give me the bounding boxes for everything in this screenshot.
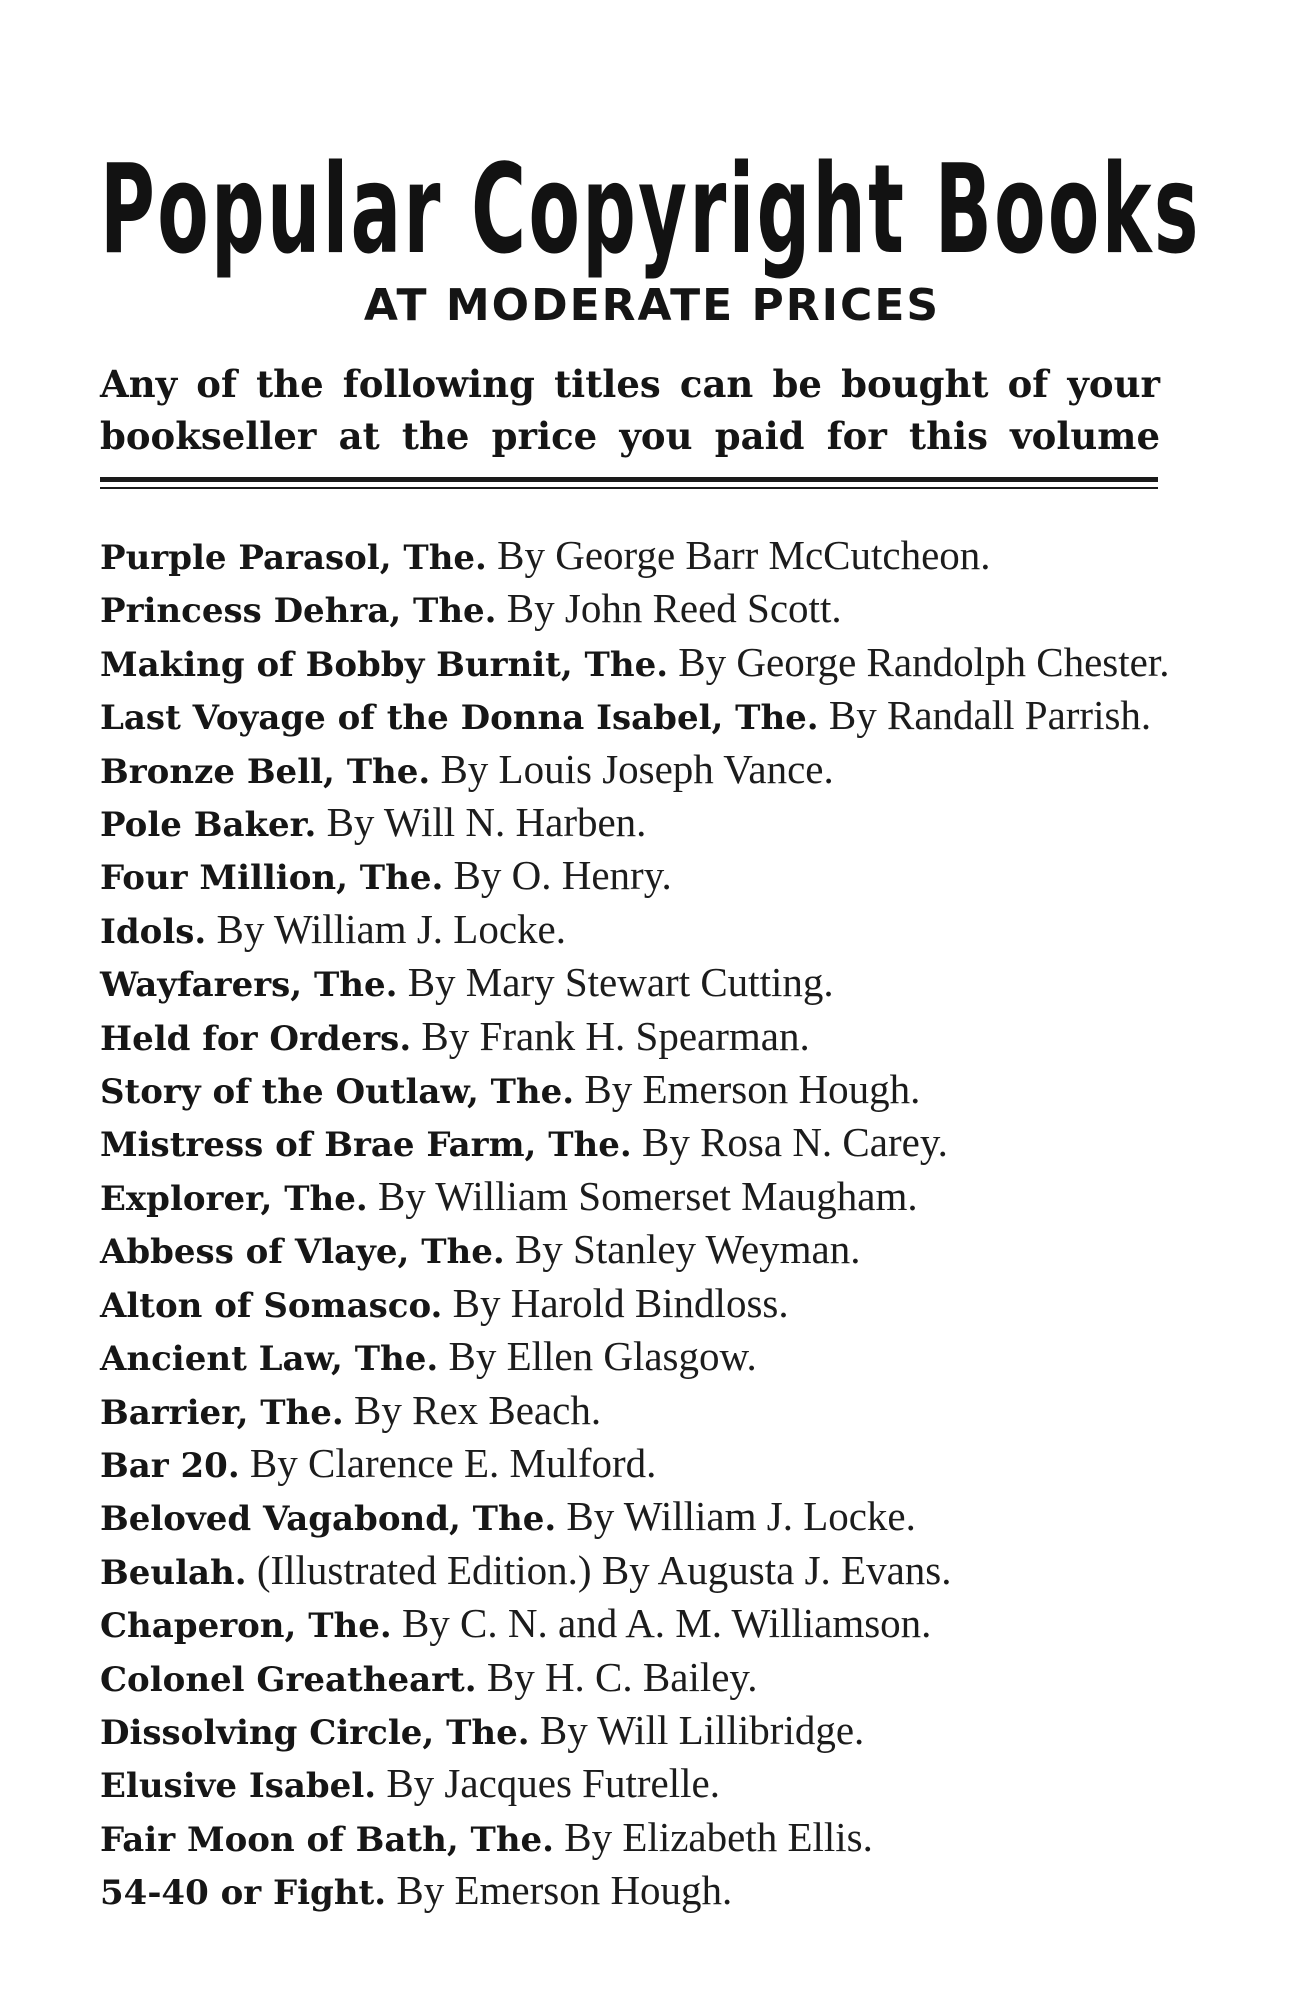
book-entry	[100, 530, 1190, 583]
book-author: By William J. Locke.	[566, 1493, 916, 1540]
book-title: Chaperon, The.	[100, 1606, 392, 1647]
book-entry	[100, 1705, 1190, 1758]
book-title: Bronze Bell, The.	[100, 751, 431, 792]
intro-paragraph	[100, 358, 1160, 462]
book-author: By Rex Beach.	[354, 1386, 602, 1433]
book-author: By Randall Parrish.	[828, 692, 1152, 739]
book-title: Wayfarers, The.	[100, 965, 398, 1006]
divider-thin	[100, 487, 1158, 489]
book-entry	[100, 1491, 1190, 1544]
book-entry	[100, 1385, 1190, 1438]
book-author: By H. C. Bailey.	[486, 1653, 758, 1700]
book-author: By William Somerset Maugham.	[377, 1172, 918, 1219]
book-author: By Harold Bindloss.	[452, 1279, 789, 1326]
book-entry	[100, 1224, 1190, 1277]
book-title: Explorer, The.	[100, 1178, 368, 1219]
book-author: By Frank H. Spearman.	[421, 1012, 810, 1059]
book-list	[100, 530, 1190, 1919]
book-title: Bar 20.	[100, 1445, 240, 1486]
book-title: Barrier, The.	[100, 1392, 344, 1433]
book-title: Pole Baker.	[100, 805, 317, 846]
book-title: Four Million, The.	[100, 858, 444, 899]
page-subtitle: AT MODERATE PRICES	[363, 280, 941, 331]
book-title: Alton of Somasco.	[100, 1285, 443, 1326]
book-author: By George Randolph Chester.	[678, 638, 1170, 685]
book-title: Held for Orders.	[100, 1018, 412, 1059]
book-entry	[100, 1011, 1190, 1064]
book-entry	[100, 1545, 1190, 1598]
book-title: Mistress of Brae Farm, The.	[100, 1125, 632, 1166]
book-title: Beloved Vagabond, The.	[100, 1499, 557, 1540]
book-author: By Mary Stewart Cutting.	[407, 959, 834, 1006]
book-entry	[100, 583, 1190, 636]
book-entry	[100, 1652, 1190, 1705]
book-author: By John Reed Scott.	[506, 585, 842, 632]
book-author: By Will N. Harben.	[326, 799, 647, 846]
book-author: By Jacques Futrelle.	[386, 1760, 720, 1807]
intro-line: Any of the following titles can be bought of your	[100, 362, 1160, 406]
book-title: Last Voyage of the Donna Isabel, The.	[100, 698, 819, 739]
book-entry	[100, 850, 1190, 903]
book-title: Beulah.	[100, 1552, 247, 1593]
book-entry	[100, 797, 1190, 850]
book-author: (Illustrated Edition.) By Augusta J. Evans.	[256, 1546, 952, 1593]
book-author: By C. N. and A. M. Williamson.	[401, 1600, 932, 1647]
book-entry	[100, 637, 1190, 690]
book-title: Fair Moon of Bath, The.	[100, 1819, 555, 1860]
book-author: By Will Lillibridge.	[539, 1706, 865, 1753]
book-author: By Louis Joseph Vance.	[440, 745, 834, 792]
book-entry	[100, 1064, 1190, 1117]
book-title: Idols.	[100, 911, 207, 952]
book-entry	[100, 1117, 1190, 1170]
book-entry	[100, 1438, 1190, 1491]
book-entry	[100, 744, 1190, 797]
divider-thick	[100, 477, 1158, 482]
book-author: By Elizabeth Ellis.	[564, 1813, 873, 1860]
intro-line: bookseller at the price you paid for this volume	[100, 414, 1160, 458]
book-title: 54-40 or Fight.	[100, 1873, 387, 1914]
book-title: Making of Bobby Burnit, The.	[100, 644, 669, 685]
book-entry	[100, 957, 1190, 1010]
book-entry	[100, 1865, 1190, 1918]
book-title: Colonel Greatheart.	[100, 1659, 477, 1700]
book-entry	[100, 1171, 1190, 1224]
book-author: By Rosa N. Carey.	[641, 1119, 948, 1166]
book-title: Elusive Isabel.	[100, 1766, 377, 1807]
book-author: By Stanley Weyman.	[514, 1226, 861, 1273]
book-title: Ancient Law, The.	[100, 1339, 439, 1380]
book-entry	[100, 904, 1190, 957]
book-title: Story of the Outlaw, The.	[100, 1072, 575, 1113]
page-title: Popular Copyright Books	[100, 137, 1201, 282]
book-author: By Emerson Hough.	[584, 1066, 921, 1113]
book-title: Abbess of Vlaye, The.	[100, 1232, 505, 1273]
book-entry	[100, 690, 1190, 743]
book-entry	[100, 1598, 1190, 1651]
book-author: By Ellen Glasgow.	[448, 1333, 757, 1380]
book-entry	[100, 1331, 1190, 1384]
book-entry	[100, 1278, 1190, 1331]
book-entry	[100, 1758, 1190, 1811]
book-entry	[100, 1812, 1190, 1865]
book-title: Purple Parasol, The.	[100, 538, 487, 578]
book-title: Princess Dehra, The.	[100, 591, 497, 632]
book-author: By Clarence E. Mulford.	[249, 1439, 657, 1486]
book-title: Dissolving Circle, The.	[100, 1712, 530, 1753]
book-author: By George Barr McCutcheon.	[497, 532, 991, 578]
book-author: By Emerson Hough.	[396, 1867, 733, 1914]
book-author: By O. Henry.	[453, 852, 672, 899]
book-author: By William J. Locke.	[216, 905, 566, 952]
